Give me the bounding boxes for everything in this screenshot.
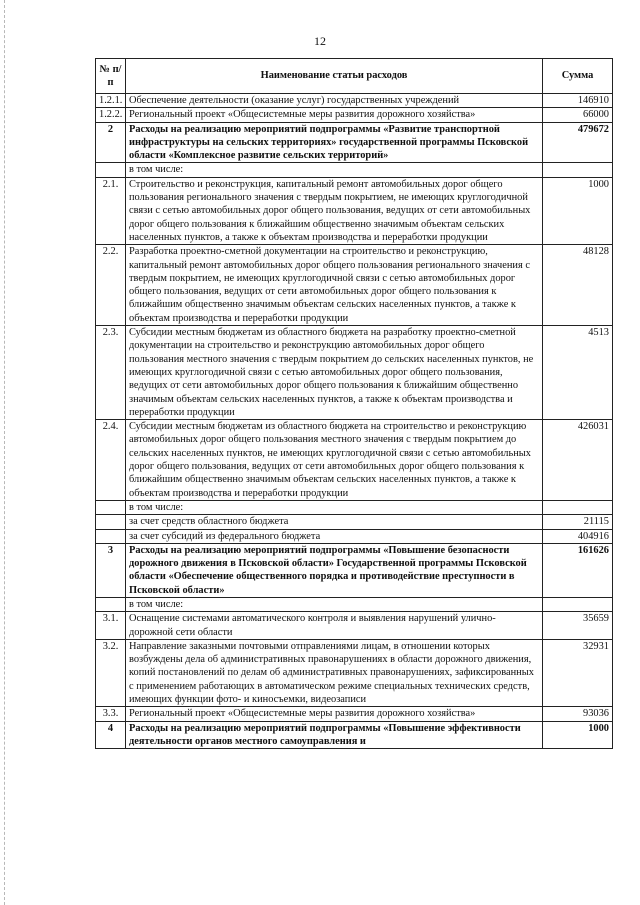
row-number (96, 163, 126, 177)
header-amount: Сумма (543, 59, 613, 94)
row-number (96, 529, 126, 543)
table-row (96, 707, 613, 721)
row-name: в том числе: (126, 163, 543, 177)
row-name: Направление заказными почтовыми отправлениями лицам, в отношении которых возбуждены дела об административных правонарушениях в области дорожного движения, копий постановлений по делам об административных правонарушениях, зафиксированных с применением работающих в автоматическом режиме специальных технических средств, имеющих функции фото- и киносъемки, видеозаписи (126, 639, 543, 706)
row-amount: 161626 (543, 543, 613, 597)
row-amount (543, 597, 613, 611)
row-name: Региональный проект «Общесистемные меры развития дорожного хозяйства» (126, 707, 543, 721)
row-number (96, 597, 126, 611)
row-name: в том числе: (126, 500, 543, 514)
table-row (96, 500, 613, 514)
row-name: Оснащение системами автоматического контроля и выявления нарушений улично-дорожной сети области (126, 612, 543, 640)
row-amount: 32931 (543, 639, 613, 706)
table-row (96, 94, 613, 108)
row-name: за счет субсидий из федерального бюджета (126, 529, 543, 543)
row-amount: 21115 (543, 515, 613, 529)
row-amount: 1000 (543, 177, 613, 244)
row-name: Расходы на реализацию мероприятий подпрограммы «Повышение эффективности деятельности органов местного самоуправления и (126, 721, 543, 749)
row-number: 3.2. (96, 639, 126, 706)
row-number (96, 500, 126, 514)
table-row (96, 529, 613, 543)
table-row (96, 515, 613, 529)
row-name: Региональный проект «Общесистемные меры развития дорожного хозяйства» (126, 108, 543, 122)
row-amount: 4513 (543, 326, 613, 420)
table-row (96, 543, 613, 597)
page-number: 12 (314, 34, 326, 48)
row-amount: 66000 (543, 108, 613, 122)
table-row (96, 245, 613, 326)
row-amount: 93036 (543, 707, 613, 721)
row-name: Строительство и реконструкция, капитальный ремонт автомобильных дорог общего пользования регионального значения с твердым покрытием, не имеющих круглогодичной связи с сетью автомобильных дорог общего пользования, ведущих от сети автомобильных дорог общего пользования к ближайшим общественно значимым объектам сельских населенных пунктов, а также к объектам производства и переработки продукции (126, 177, 543, 244)
table-row (96, 177, 613, 244)
row-number: 3.1. (96, 612, 126, 640)
row-name: Расходы на реализацию мероприятий подпрограммы «Повышение безопасности дорожного движения в Псковской области» Государственной программы Псковской области «Обеспечение общественного порядка и противодействие преступности в Псковской области» (126, 543, 543, 597)
row-amount (543, 500, 613, 514)
table-row (96, 612, 613, 640)
row-name: Расходы на реализацию мероприятий подпрограммы «Развитие транспортной инфраструктуры на сельских территориях» государственной программы Псковской области «Комплексное развитие сельских территорий» (126, 122, 543, 163)
table-row (96, 597, 613, 611)
table-row (96, 163, 613, 177)
row-number: 4 (96, 721, 126, 749)
row-name: Субсидии местным бюджетам из областного бюджета на разработку проектно-сметной документации на строительство и реконструкцию автомобильных дорог общего пользования местного значения с твердым покрытием до сельских населенных пунктов, не имеющих круглогодичной связи с сетью автомобильных дорог общего пользования, ведущих от сети автомобильных дорог общего пользования к ближайшим общественно значимым объектам сельских населенных пунктов, а также к объектам производства и переработки продукции (126, 326, 543, 420)
row-number: 1.2.1. (96, 94, 126, 108)
row-name: Разработка проектно-сметной документации на строительство и реконструкцию, капитальный ремонт автомобильных дорог общего пользования регионального значения с твердым покрытием, не имеющих круглогодичной связи с сетью автомобильных дорог общего пользования, ведущих от сети автомобильных дорог общего пользования к ближайшим общественно значимым объектам сельских населенных пунктов, а также к объектам производства и переработки продукции (126, 245, 543, 326)
table-row (96, 326, 613, 420)
row-number: 3 (96, 543, 126, 597)
table-row (96, 122, 613, 163)
row-number: 2.4. (96, 420, 126, 501)
row-number (96, 515, 126, 529)
row-amount: 404916 (543, 529, 613, 543)
row-amount: 479672 (543, 122, 613, 163)
row-name: за счет средств областного бюджета (126, 515, 543, 529)
row-name: Субсидии местным бюджетам из областного бюджета на строительство и реконструкцию автомобильных дорог общего пользования местного значения с твердым покрытием до сельских населенных пунктов, не имеющих круглогодичной связи с сетью автомобильных дорог общего пользования, ведущих от сети автомобильных дорог общего пользования к ближайшим общественно значимым объектам сельских населенных пунктов, а также к объектам производства и переработки продукции (126, 420, 543, 501)
row-number: 1.2.2. (96, 108, 126, 122)
row-name: Обеспечение деятельности (оказание услуг) государственных учреждений (126, 94, 543, 108)
row-number: 2 (96, 122, 126, 163)
table-row (96, 721, 613, 749)
row-number: 2.2. (96, 245, 126, 326)
table-row (96, 108, 613, 122)
row-number: 2.1. (96, 177, 126, 244)
row-amount (543, 163, 613, 177)
header-name: Наименование статьи расходов (126, 59, 543, 94)
row-number: 2.3. (96, 326, 126, 420)
expenses-table (95, 58, 613, 749)
row-amount: 1000 (543, 721, 613, 749)
page-edge-line (4, 0, 6, 905)
table-row (96, 420, 613, 501)
row-amount: 146910 (543, 94, 613, 108)
header-number: № п/п (96, 59, 126, 94)
row-amount: 35659 (543, 612, 613, 640)
row-amount: 426031 (543, 420, 613, 501)
row-amount: 48128 (543, 245, 613, 326)
row-number: 3.3. (96, 707, 126, 721)
table-header-row (96, 59, 613, 94)
row-name: в том числе: (126, 597, 543, 611)
table-row (96, 639, 613, 706)
